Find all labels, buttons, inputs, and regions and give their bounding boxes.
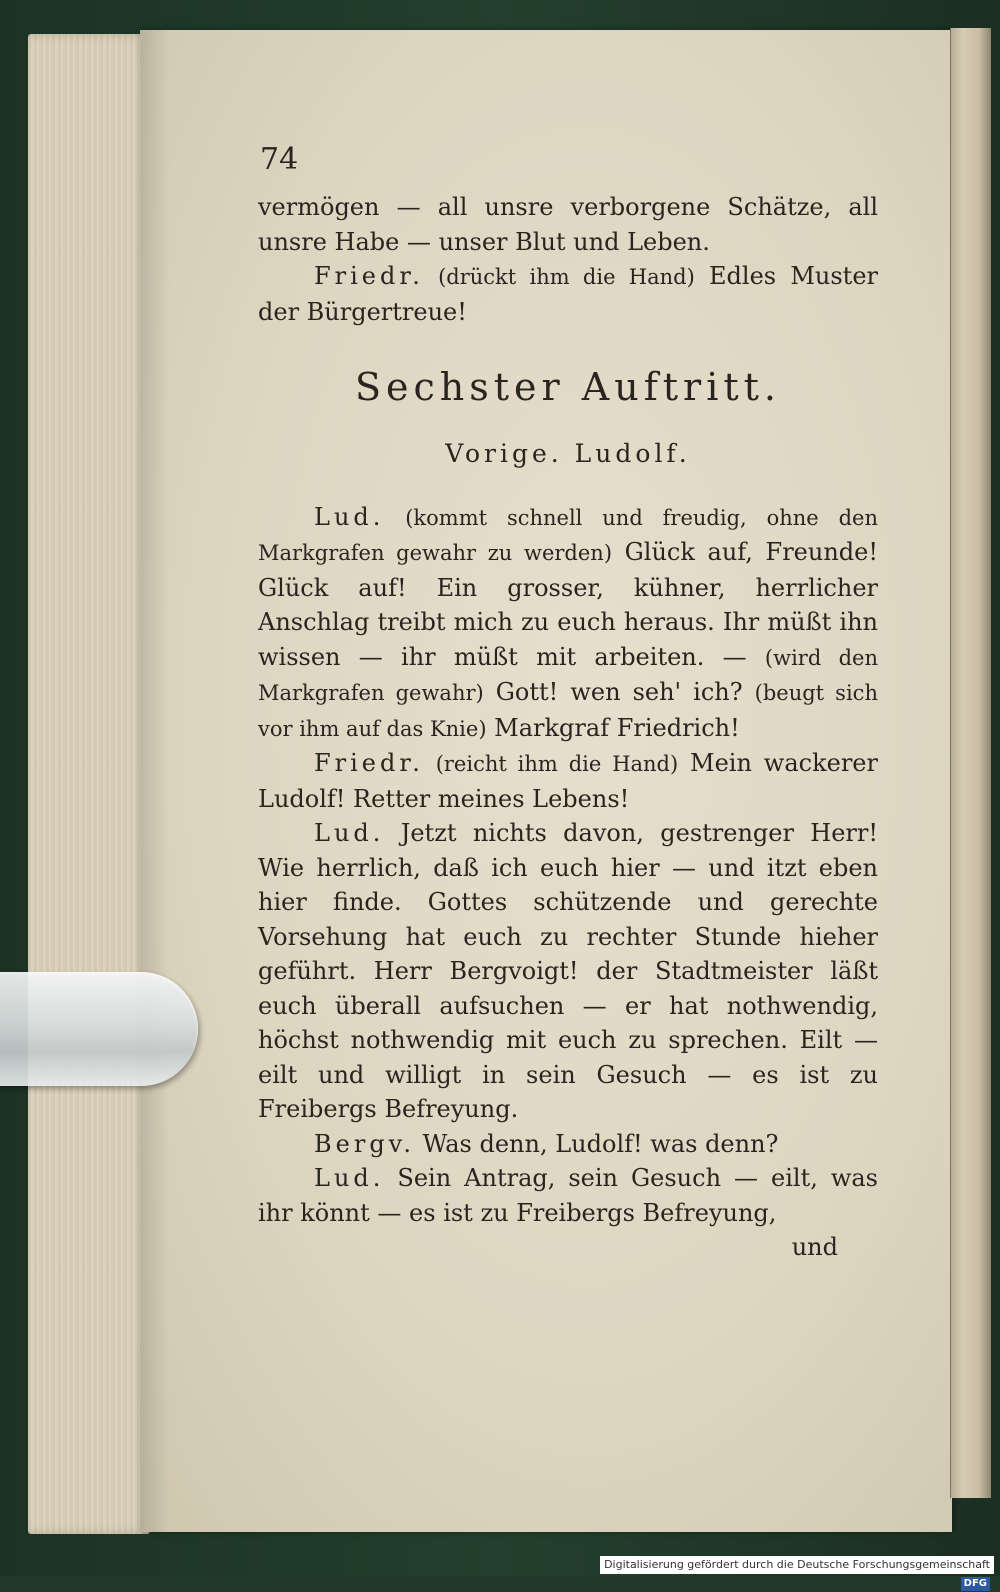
catchword: und: [791, 1233, 838, 1261]
speech-text: Jetzt nichts davon, gestrenger Herr! Wie herrlich, daß ich euch hier — und itzt eben hier finde. Gottes schützende und gerechte Vorsehung hat euch zu rechter Stunde hieher geführt. Herr Bergvoigt! der Stadtmeister läßt euch überall aufsuchen — er hat nothwendig, höchst nothwendig mit euch zu sprechen. Eilt — eilt und willigt in sein Gesuch — es ist zu Freibergs Befreyung.: [258, 819, 878, 1123]
page-text: [258, 140, 878, 1265]
stage-direction: (wird den Markgrafen gewahr): [258, 645, 878, 705]
speech-text: Sein Antrag, sein Gesuch — eilt, was ihr könnt — es ist zu Freibergs Befreyung,: [258, 1164, 878, 1227]
speaker-name: Friedr.: [314, 262, 424, 290]
speech-text: Gott! wen seh' ich?: [495, 678, 743, 706]
gutter-shadow: [140, 30, 170, 1532]
stage-direction: (reicht ihm die Hand): [435, 752, 679, 776]
speaker-name: Lud.: [314, 502, 385, 531]
speaker-name: Lud.: [314, 819, 385, 847]
digitization-footer: [600, 1556, 994, 1589]
text-paragraph: vermögen — all unsre verborgene Schätze, all unsre Habe — unser Blut und Leben.: [258, 193, 878, 256]
speaker-name: Lud.: [314, 1164, 385, 1192]
speech-text: Mein wackerer Ludolf! Retter meines Lebens!: [258, 749, 878, 813]
page-number: 74: [260, 142, 299, 177]
page-stack-edge: [28, 34, 150, 1534]
stage-direction: (beugt sich vor ihm auf das Knie): [258, 681, 878, 741]
scene-heading: Sechster Auftritt.: [355, 365, 781, 409]
next-page-edge: [950, 28, 991, 1498]
speech-friedr-1: [258, 259, 878, 329]
speaker-name: Bergv.: [314, 1129, 416, 1158]
speech-lud-2: [258, 816, 878, 1127]
speech-lud-3: [258, 1161, 878, 1230]
footer-text: Digitalisierung gefördert durch die Deutsche Forschungsgemeinschaft ·: [604, 1558, 990, 1589]
speech-text: Glück auf, Freunde! Glück auf! Ein grosser, kühner, herrlicher Anschlag treibt mich zu euch heraus. Ihr müßt ihn wissen — ihr müßt mit arbeiten. —: [258, 538, 878, 671]
speech-lud-1: [258, 500, 878, 747]
speech-text: Edles Muster der Bürgertreue!: [258, 262, 878, 326]
speaker-name: Friedr.: [314, 749, 424, 777]
speech-text: Markgraf Friedrich!: [494, 713, 740, 742]
speech-friedr-2: [258, 746, 878, 816]
speech-text: Was denn, Ludolf! was denn?: [422, 1129, 779, 1158]
stage-direction: (kommt schnell und freudig, ohne den Markgrafen gewahr zu werden): [258, 505, 878, 565]
speech-bergv-1: [258, 1127, 878, 1162]
stage-direction: (drückt ihm die Hand): [438, 265, 695, 289]
page-clip: [0, 972, 198, 1086]
dfg-logo: DFG: [961, 1577, 990, 1591]
scene-persons: Vorige. Ludolf.: [445, 439, 691, 468]
